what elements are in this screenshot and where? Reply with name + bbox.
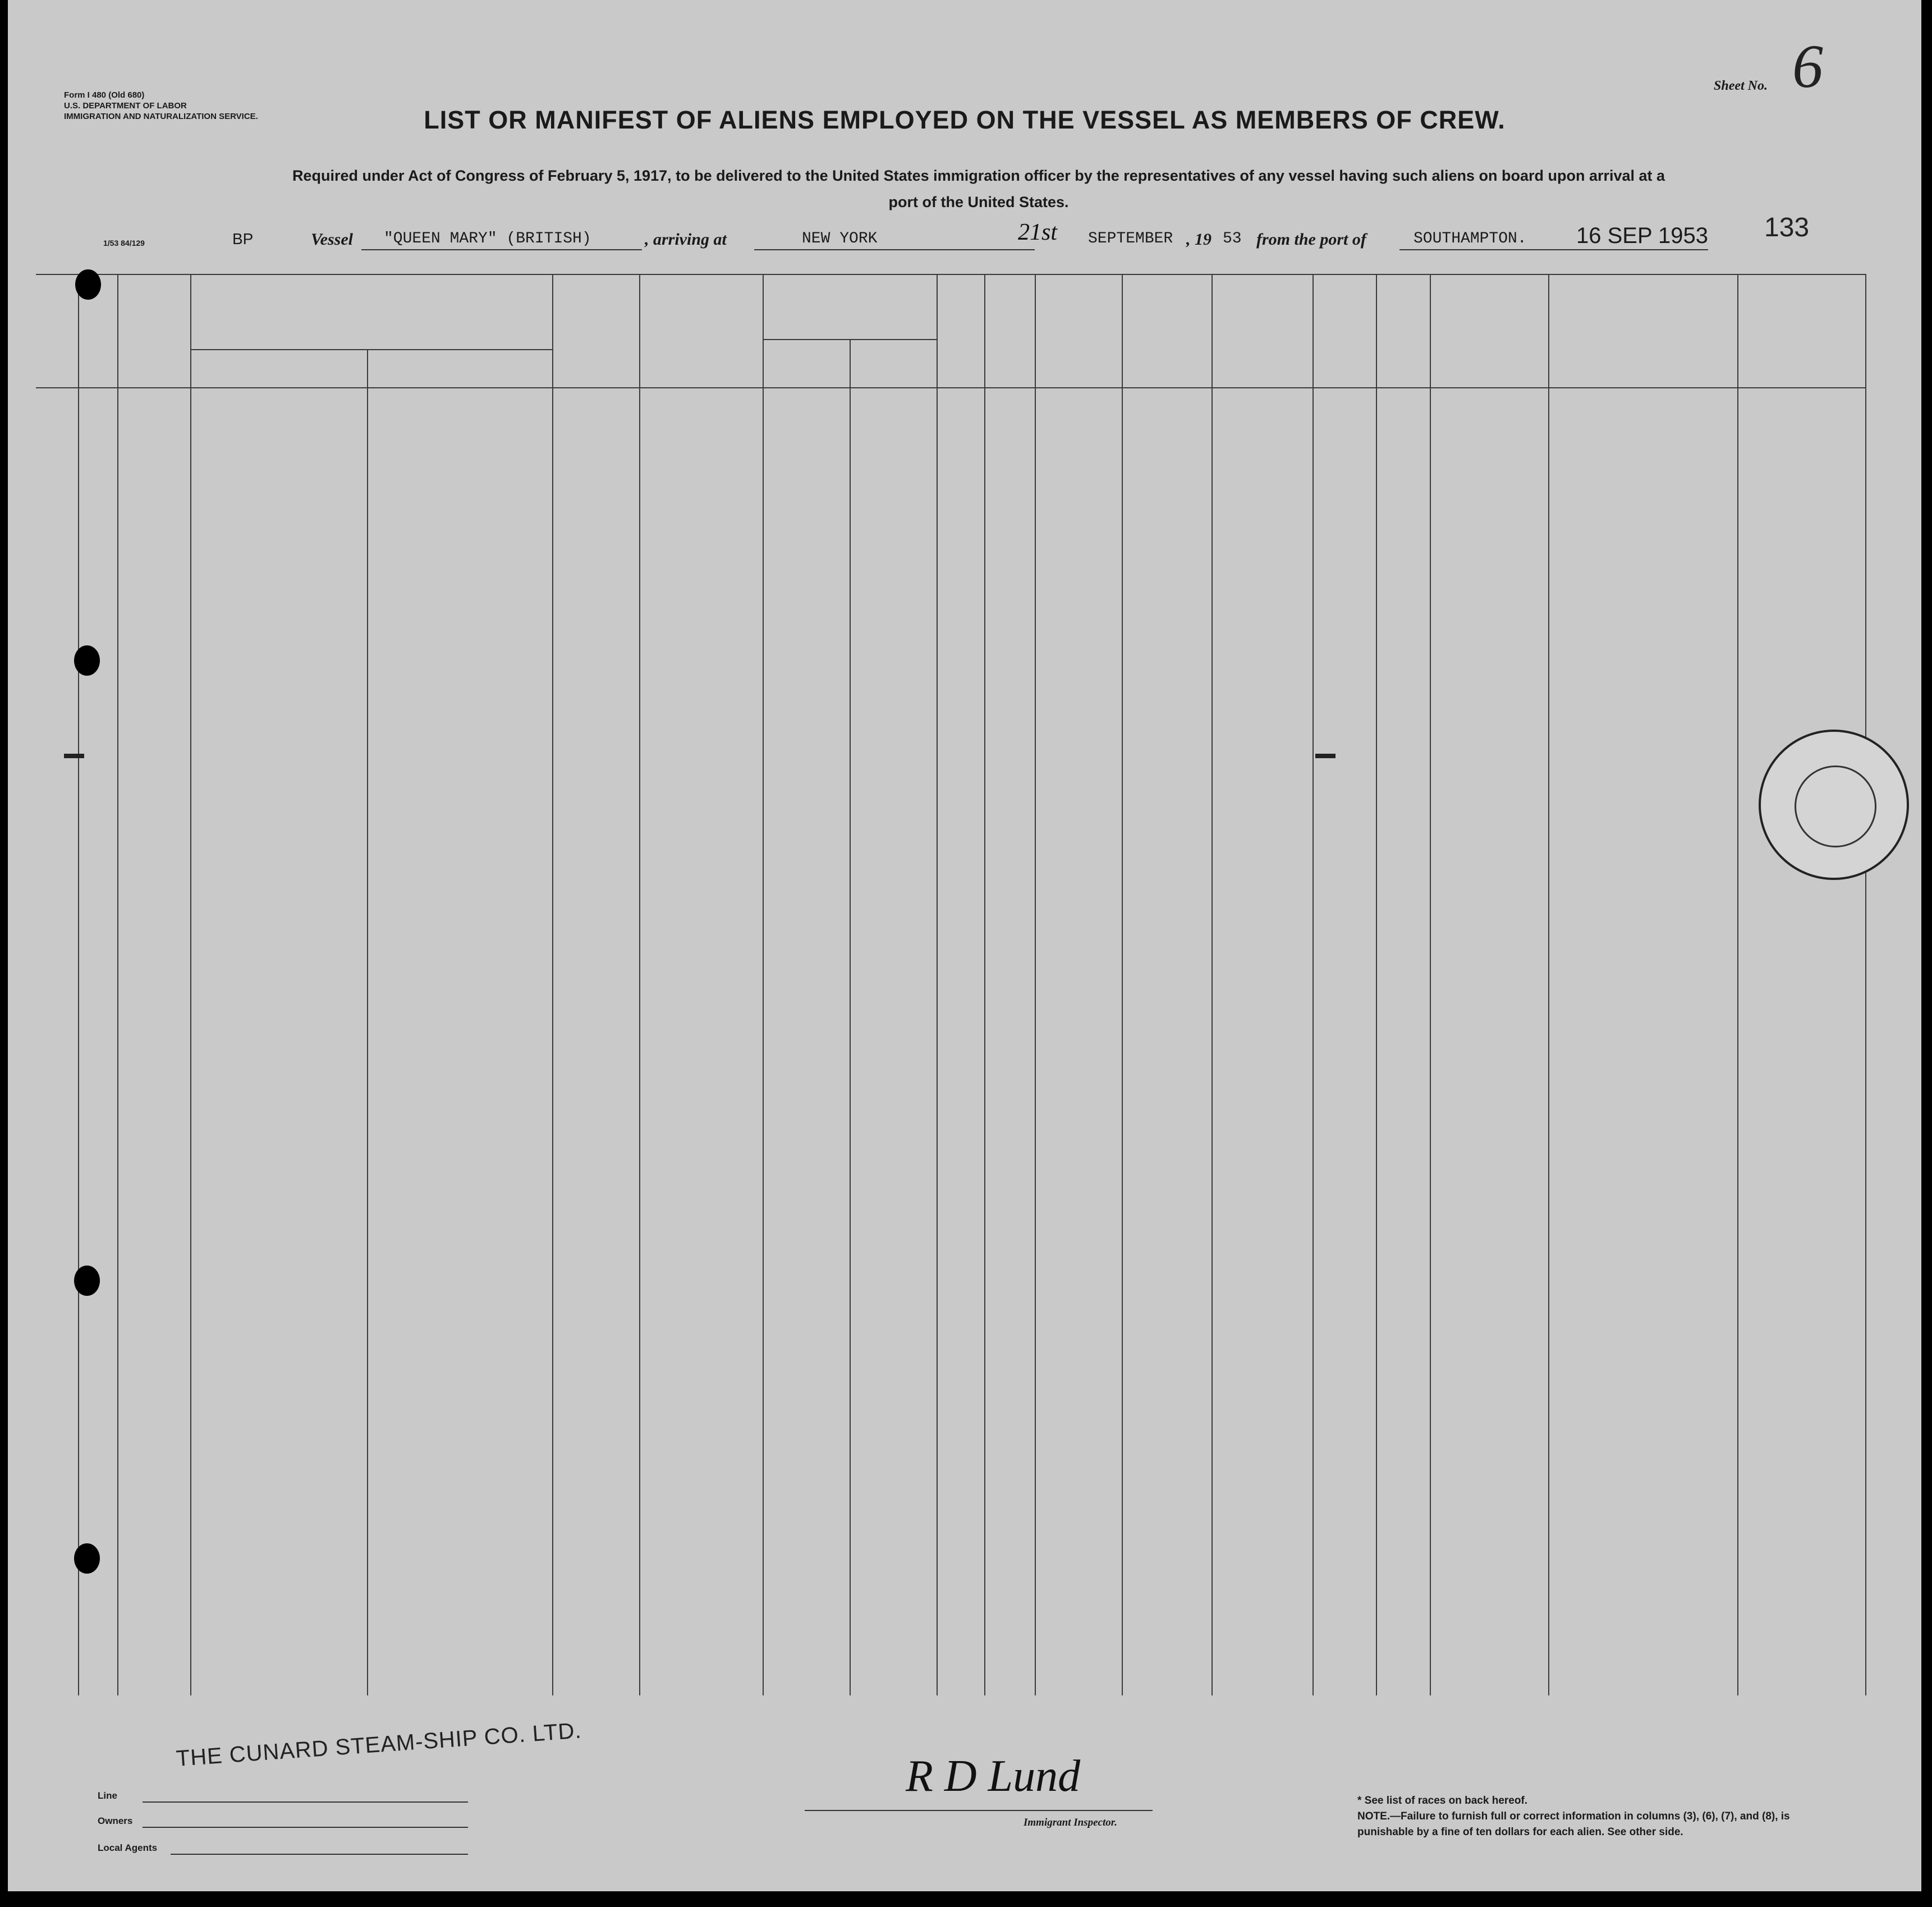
arriving-underline bbox=[754, 249, 1035, 250]
column-header bbox=[1315, 292, 1374, 387]
did-not-sail-stamp bbox=[1315, 754, 1336, 758]
arriving-value: NEW YORK bbox=[802, 230, 878, 247]
vessel-label: Vessel bbox=[311, 230, 353, 249]
column-rule bbox=[367, 349, 368, 1695]
column-rule bbox=[639, 274, 640, 1695]
port-value: SOUTHAMPTON. bbox=[1414, 230, 1527, 247]
column-header bbox=[554, 292, 637, 387]
arrival-day: 21st bbox=[1018, 219, 1058, 245]
form-id-line: Form I 480 (Old 680) bbox=[64, 90, 145, 100]
remarks-note bbox=[1742, 326, 1861, 370]
column-header bbox=[80, 292, 115, 387]
column-rule bbox=[1376, 274, 1377, 1695]
inspector-label: Immigrant Inspector. bbox=[1024, 1817, 1117, 1828]
inspector-signature: R D Lund bbox=[906, 1752, 1081, 1801]
from-port-label: from the port of bbox=[1256, 230, 1366, 249]
form-id-line: U.S. DEPARTMENT OF LABOR bbox=[64, 101, 187, 111]
did-not-sail-stamp bbox=[64, 754, 84, 758]
owners-stamp: THE CUNARD STEAM-SHIP CO. LTD. bbox=[175, 1718, 582, 1771]
column-rule bbox=[1430, 274, 1431, 1695]
punch-hole bbox=[74, 645, 100, 676]
column-rule bbox=[1548, 274, 1549, 1695]
owners-label: Owners bbox=[98, 1816, 133, 1826]
column-header bbox=[120, 292, 188, 387]
column-header bbox=[38, 292, 76, 387]
column-rule bbox=[763, 274, 764, 1695]
column-rule bbox=[552, 274, 553, 1695]
table-top-rule bbox=[36, 274, 1865, 275]
sheet-number-value: 6 bbox=[1792, 32, 1823, 100]
arrival-year: 53 bbox=[1223, 230, 1242, 247]
column-header bbox=[1550, 292, 1735, 387]
penalty-note: NOTE.—Failure to furnish full or correct information in columns (3), (6), (7), and (8), is punishable by a fine of ten dollars for each alien. See other side. bbox=[1357, 1810, 1790, 1838]
manifest-sheet bbox=[8, 0, 1921, 1891]
column-header bbox=[1378, 292, 1428, 387]
vessel-prefix: BP bbox=[232, 230, 254, 247]
subheader-given bbox=[367, 349, 552, 387]
column-header bbox=[765, 292, 934, 339]
punch-hole bbox=[74, 1543, 100, 1574]
column-rule bbox=[850, 339, 851, 1695]
vessel-line bbox=[232, 219, 1714, 253]
column-header bbox=[641, 292, 760, 387]
column-rule bbox=[1313, 274, 1314, 1695]
punch-hole bbox=[75, 269, 101, 300]
line-underline bbox=[143, 1801, 468, 1803]
reference-number: 133 bbox=[1764, 213, 1810, 242]
column-rule bbox=[1122, 274, 1123, 1695]
table-right-rule bbox=[1865, 274, 1866, 1695]
action-note bbox=[1869, 331, 1912, 365]
column-header bbox=[939, 292, 982, 387]
column-rule bbox=[1737, 274, 1738, 1695]
subheader-family bbox=[190, 349, 367, 387]
vessel-value: "QUEEN MARY" (BRITISH) bbox=[384, 230, 591, 247]
form-code: 1/53 84/129 bbox=[103, 239, 145, 247]
subheader-when bbox=[763, 339, 850, 387]
signature-underline bbox=[805, 1810, 1153, 1811]
arrival-month: SEPTEMBER bbox=[1088, 230, 1173, 247]
subheader-where bbox=[850, 339, 937, 387]
punch-hole bbox=[74, 1266, 100, 1296]
line-label: Line bbox=[98, 1790, 117, 1801]
column-header bbox=[1432, 292, 1546, 387]
races-note: * See list of races on back hereof. bbox=[1357, 1795, 1528, 1807]
port-underline bbox=[1399, 249, 1708, 250]
column-header bbox=[1214, 292, 1310, 387]
agents-label: Local Agents bbox=[98, 1842, 158, 1853]
vessel-underline bbox=[361, 249, 642, 250]
column-rule bbox=[78, 274, 79, 1695]
consulate-seal bbox=[1759, 730, 1909, 880]
sheet-number-label: Sheet No. bbox=[1714, 79, 1768, 93]
received-date-stamp: 16 SEP 1953 bbox=[1576, 223, 1709, 248]
column-header bbox=[986, 292, 1032, 387]
column-header bbox=[1037, 292, 1119, 387]
column-header bbox=[1124, 292, 1209, 387]
column-rule bbox=[117, 274, 118, 1695]
column-rule bbox=[984, 274, 985, 1695]
column-header bbox=[192, 292, 550, 349]
column-rule bbox=[1035, 274, 1036, 1695]
year-prefix: , 19 bbox=[1186, 230, 1211, 249]
column-rule bbox=[190, 274, 191, 1695]
header-bottom-rule bbox=[36, 387, 1865, 388]
arriving-label: , arriving at bbox=[645, 230, 727, 249]
column-rule bbox=[1211, 274, 1213, 1695]
page-title: LIST OR MANIFEST OF ALIENS EMPLOYED ON THE VESSEL AS MEMBERS OF CREW. bbox=[424, 106, 1506, 134]
owners-underline bbox=[143, 1827, 468, 1828]
agents-underline bbox=[171, 1854, 468, 1855]
form-id-line: IMMIGRATION AND NATURALIZATION SERVICE. bbox=[64, 112, 258, 121]
footer-note bbox=[1357, 1793, 1823, 1840]
page-subtitle: Required under Act of Congress of February 5, 1917, to be delivered to the United States immigration officer by the representatives of any vessel having such aliens on board upon arrival at a port of the United States. bbox=[292, 167, 1665, 210]
column-rule bbox=[937, 274, 938, 1695]
